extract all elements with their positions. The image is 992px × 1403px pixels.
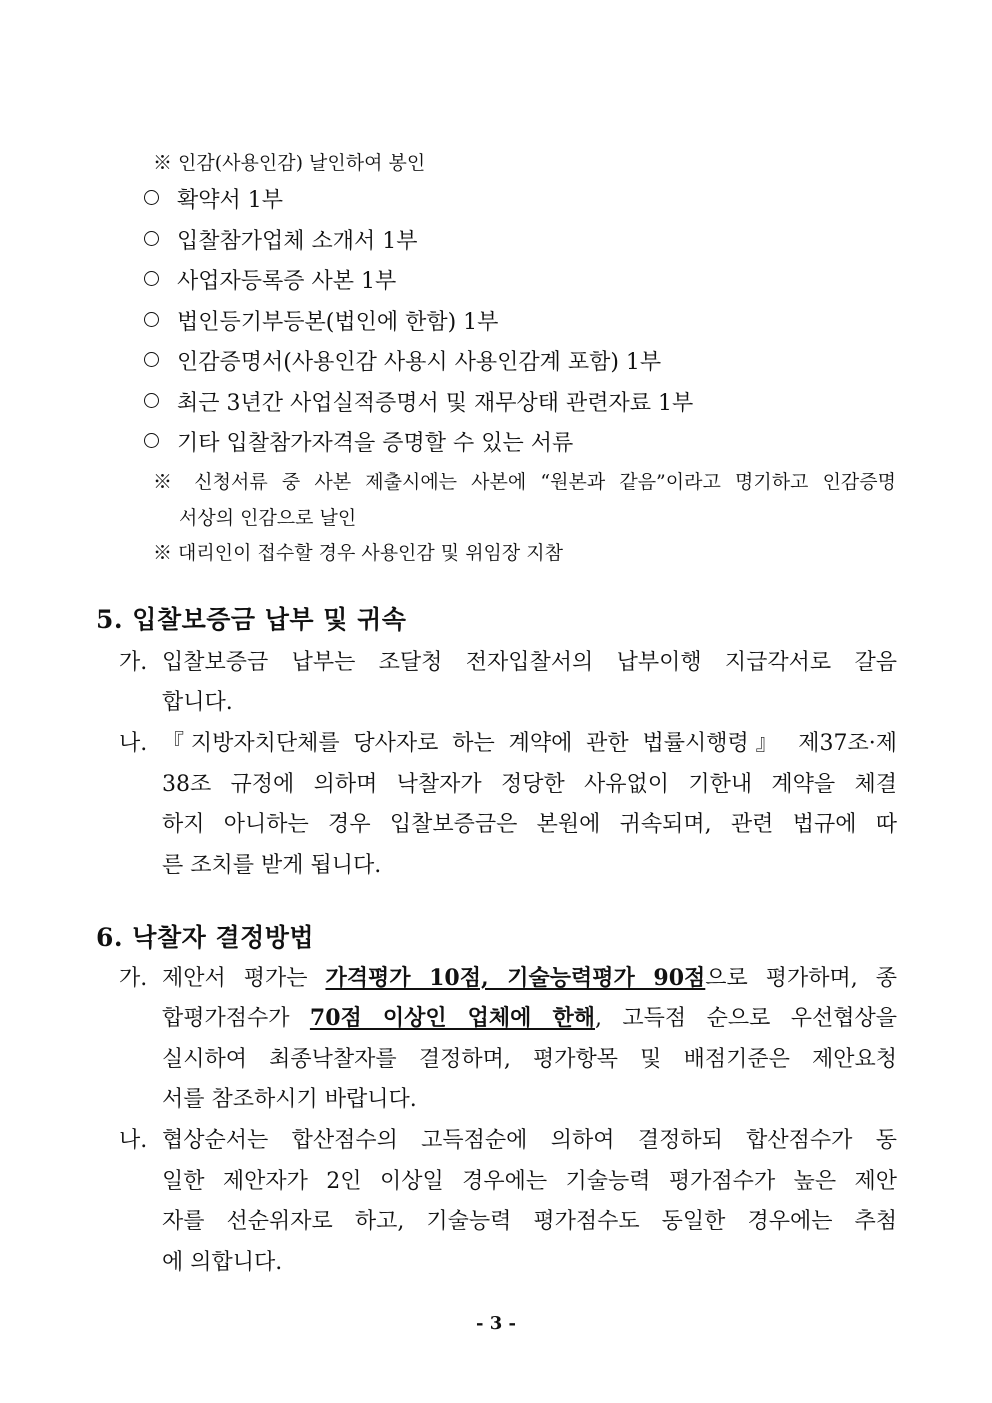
circle-bullet-icon [144,231,159,246]
circle-bullet-icon [144,352,159,367]
section-5-b-line: 38조 규정에 의하며 낙찰자가 정당한 사유없이 기한내 계약을 체결 [162,772,897,797]
list-item: 인감증명서(사용인감 사용시 사용인감계 포함) 1부 [177,350,662,375]
section-6-a-marker: 가. [119,966,148,991]
section-5-b-line: 른 조치를 받게 됩니다. [162,853,382,878]
score-weighting-emphasis: 가격평가 10점, 기술능력평가 90점 [325,965,706,991]
section-6-b-line: 자를 선순위자로 하고, 기술능력 평가점수도 동일한 경우에는 추첨 [162,1209,897,1234]
list-item: 입찰참가업체 소개서 1부 [177,229,418,254]
circle-bullet-icon [144,271,159,286]
section-6-a-line: 서를 참조하시기 바랍니다. [162,1087,417,1112]
section-5-heading: 5. 입찰보증금 납부 및 귀속 [96,605,407,634]
plain-text: 으로 평가하며, 종 [705,966,897,991]
list-item: 사업자등록증 사본 1부 [177,269,397,294]
list-item: 법인등기부등본(법인에 한함) 1부 [177,310,499,335]
threshold-emphasis: 70점 이상인 업체에 한해 [309,1005,596,1031]
plain-text: 제안서 평가는 [162,966,326,991]
section-6-a-line: 실시하여 최종낙찰자를 결정하며, 평가항목 및 배점기준은 제안요청 [162,1047,897,1072]
section-5-a-line: 합니다. [162,690,233,715]
section-6-b-line: 에 의합니다. [162,1250,283,1275]
copy-note: ※ 신청서류 중 사본 제출시에는 사본에 “원본과 같음”이라고 명기하고 인감증명 [153,471,896,493]
circle-bullet-icon [144,312,159,327]
section-6-heading: 6. 낙찰자 결정방법 [96,923,315,952]
list-item: 확약서 1부 [177,188,283,213]
section-6-a-line [162,961,897,992]
seal-note: ※ 인감(사용인감) 날인하여 봉인 [153,152,426,174]
section-6-a-line [162,1001,897,1032]
agent-note: ※ 대리인이 접수할 경우 사용인감 및 위임장 지참 [153,542,564,564]
section-5-b-marker: 나. [119,731,148,756]
plain-text: , 고득점 순으로 우선협상을 [595,1006,897,1031]
section-6-b-line: 협상순서는 합산점수의 고득점순에 의하여 결정하되 합산점수가 동 [162,1128,897,1153]
section-5-a-line: 입찰보증금 납부는 조달청 전자입찰서의 납부이행 지급각서로 갈음 [162,650,897,675]
copy-note-continued: 서상의 인감으로 날인 [179,507,357,529]
circle-bullet-icon [144,190,159,205]
plain-text: 합평가점수가 [162,1006,310,1031]
section-5-b-line: 하지 아니하는 경우 입찰보증금은 본원에 귀속되며, 관련 법규에 따 [162,812,897,837]
page-number: - 3 - [476,1313,516,1334]
circle-bullet-icon [144,433,159,448]
section-5-a-marker: 가. [119,650,148,675]
list-item: 기타 입찰참가자격을 증명할 수 있는 서류 [177,431,574,456]
section-6-b-line: 일한 제안자가 2인 이상일 경우에는 기술능력 평가점수가 높은 제안 [162,1169,897,1194]
list-item: 최근 3년간 사업실적증명서 및 재무상태 관련자료 1부 [177,391,694,416]
circle-bullet-icon [144,393,159,408]
section-5-b-line: 『지방자치단체를 당사자로 하는 계약에 관한 법률시행령』 제37조·제 [162,731,897,756]
section-6-b-marker: 나. [119,1128,148,1153]
